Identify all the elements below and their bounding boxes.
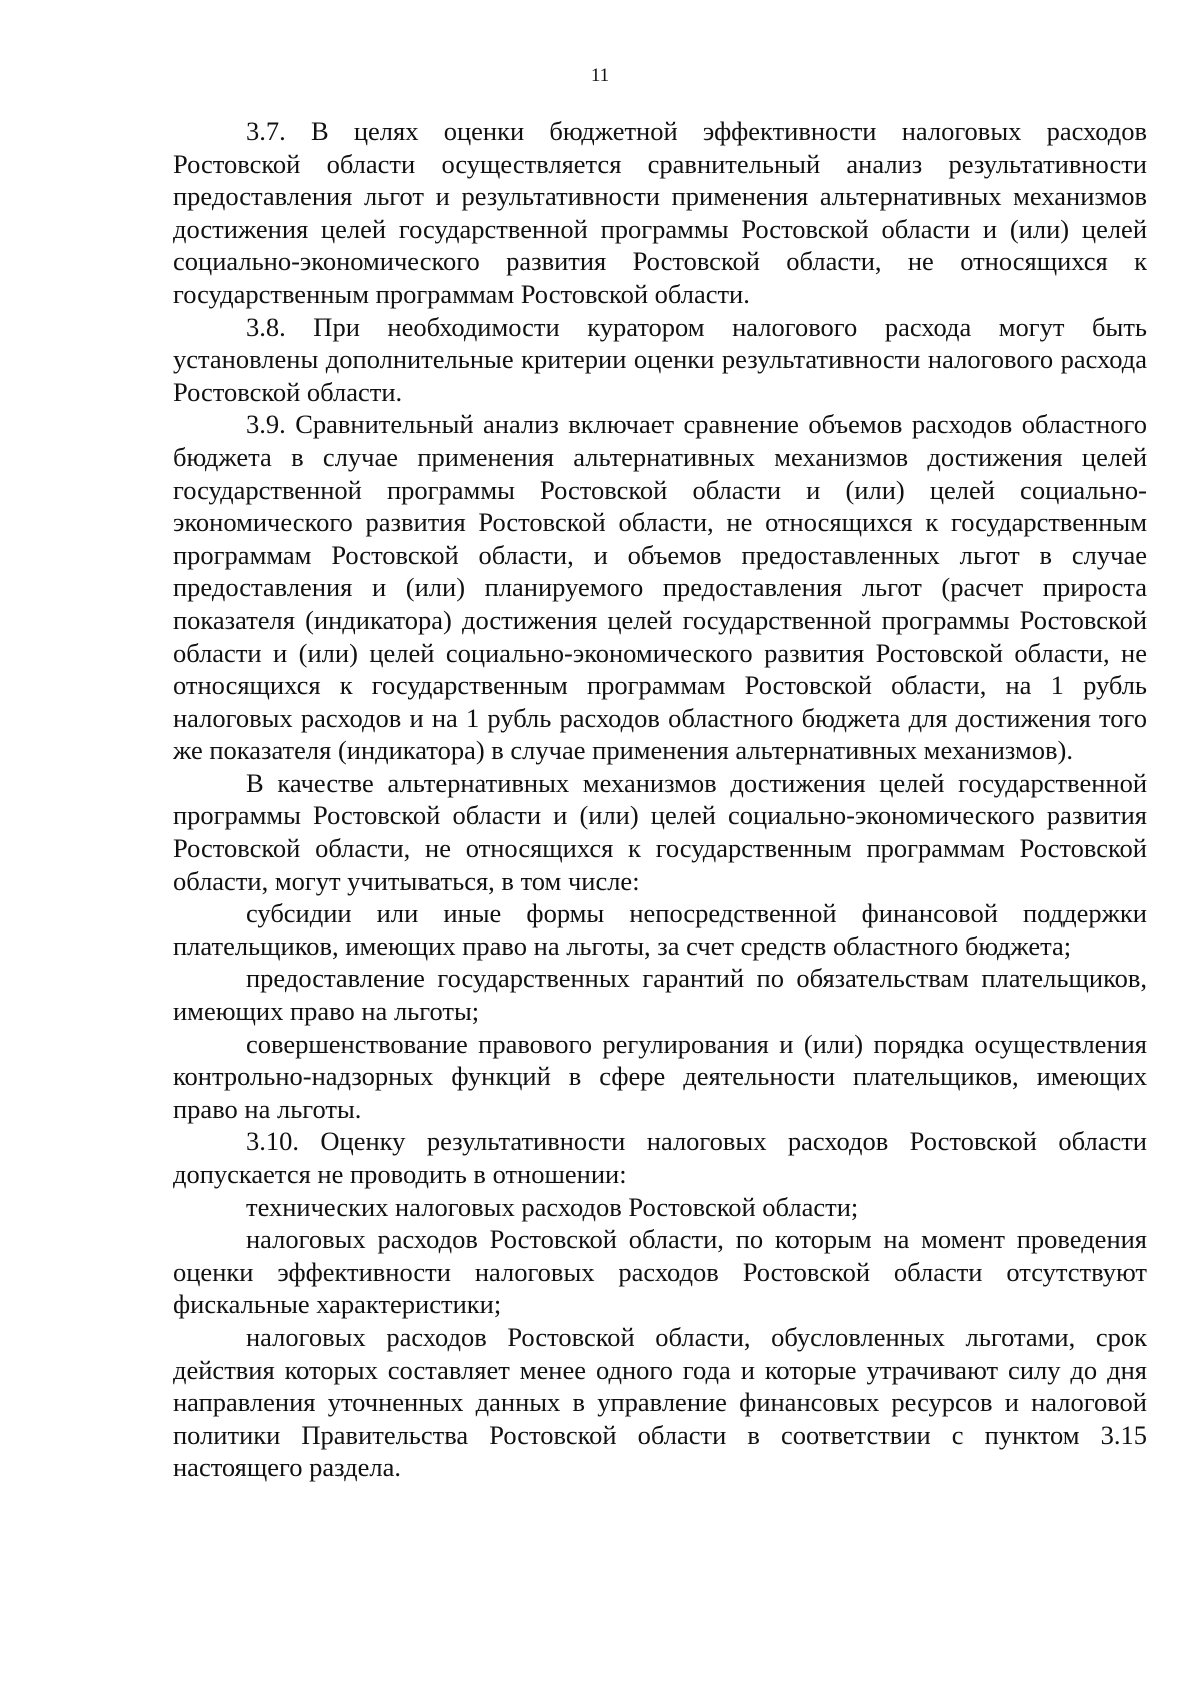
- paragraph-alternative-mechanisms: В качестве альтернативных механизмов достижения целей государственной программы Ростовской области и (или) целей социально-экономического развития Ростовской области, не относящихся к государственным программам Ростовской области, могут учитываться, в том числе:: [173, 767, 1147, 896]
- paragraph-3-10: 3.10. Оценку результативности налоговых расходов Ростовской области допускается не проводить в отношении:: [173, 1126, 1147, 1189]
- list-item-technical: технических налоговых расходов Ростовской области;: [246, 1191, 859, 1222]
- document-body: [173, 115, 1147, 1484]
- paragraph-3-9: 3.9. Сравнительный анализ включает сравнение объемов расходов областного бюджета в случае применения альтернативных механизмов достижения целей государственной программы Ростовской области и (или) целей социально-экономического развития Ростовской области, не относящихся к государственным программам Ростовской области, и объемов предоставленных льгот в случае предоставления и (или) планируемого предоставления льгот (расчет прироста показателя (индикатора) достижения целей государственной программы Ростовской области и (или) целей социально-экономического развития Ростовской области, не относящихся к государственным программам Ростовской области, на 1 рубль налоговых расходов и на 1 рубль расходов областного бюджета для достижения того же показателя (индикатора) в случае применения альтернативных механизмов).: [173, 409, 1147, 766]
- list-item-guarantees: предоставление государственных гарантий по обязательствам плательщиков, имеющих право на льготы;: [173, 963, 1147, 1027]
- list-item-short-term: налоговых расходов Ростовской области, обусловленных льготами, срок действия которых составляет менее одного года и которые утрачивают силу до дня направления уточненных данных в управление финансовых ресурсов и налоговой политики Правительства Ростовской области в соответствии с пунктом 3.15 настоящего раздела.: [173, 1321, 1147, 1483]
- paragraph-3-7: 3.7. В целях оценки бюджетной эффективности налоговых расходов Ростовской области осуществляется сравнительный анализ результативности предоставления льгот и результативности применения альтернативных механизмов достижения целей государственной программы Ростовской области и (или) целей социально-экономического развития Ростовской области, не относящихся к государственным программам Ростовской области.: [173, 116, 1147, 309]
- list-item-no-fiscal: налоговых расходов Ростовской области, по которым на момент проведения оценки эффективности налоговых расходов Ростовской области отсутствуют фискальные характеристики;: [173, 1224, 1147, 1320]
- paragraph-3-8: 3.8. При необходимости куратором налогового расхода могут быть установлены дополнительные критерии оценки результативности налогового расхода Ростовской области.: [173, 311, 1147, 407]
- page-number: 11: [590, 65, 610, 86]
- list-item-subsidies: субсидии или иные формы непосредственной финансовой поддержки плательщиков, имеющих право на льготы, за счет средств областного бюджета;: [173, 898, 1147, 961]
- list-item-regulation: совершенствование правового регулирования и (или) порядка осуществления контрольно-надзорных функций в сфере деятельности плательщиков, имеющих право на льготы.: [173, 1028, 1147, 1124]
